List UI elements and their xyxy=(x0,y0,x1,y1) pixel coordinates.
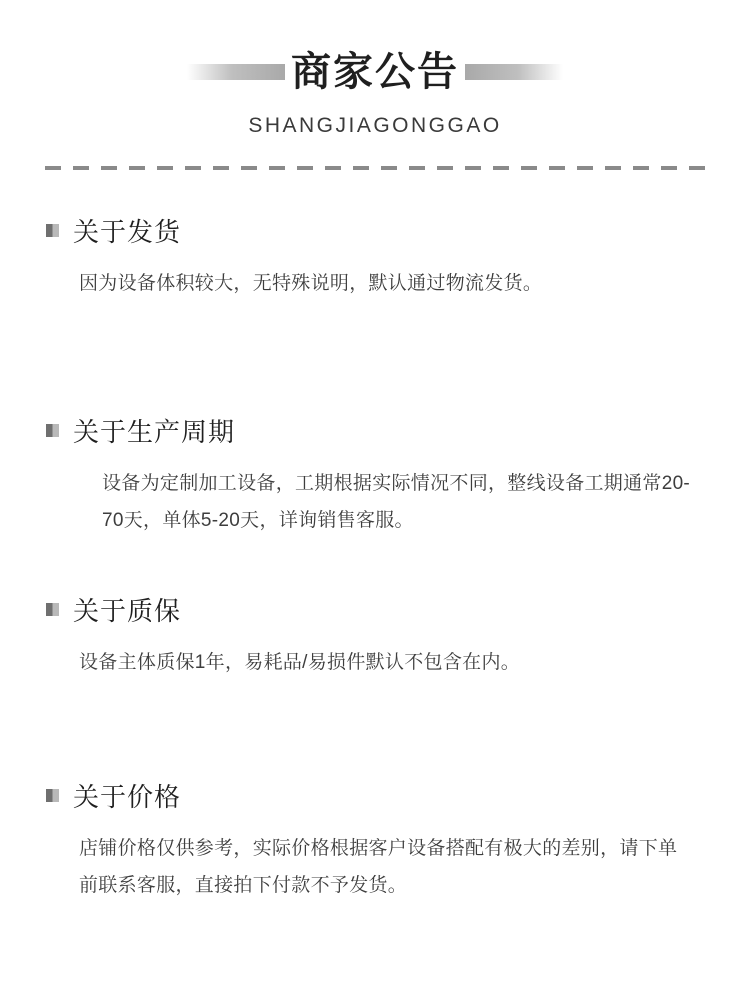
page-title: 商家公告 xyxy=(285,50,465,94)
section-heading xyxy=(46,777,704,814)
section-body: 店铺价格仅供参考，实际价格根据客户设备搭配有极大的差别，请下单前联系客服，直接拍下付款不予发货。 xyxy=(79,838,678,897)
section-title: 关于价格 xyxy=(73,782,182,813)
section-heading xyxy=(46,212,704,249)
section-warranty xyxy=(46,591,704,681)
section-pricing xyxy=(46,777,704,904)
square-bullet-icon xyxy=(46,424,59,437)
page-header xyxy=(0,0,750,138)
section-production-cycle xyxy=(46,412,704,539)
section-heading xyxy=(46,412,704,449)
title-right-bar-decoration xyxy=(463,64,563,80)
section-body: 设备为定制加工设备，工期根据实际情况不同，整线设备工期通常20-70天，单体5-20天，详询销售客服。 xyxy=(102,473,691,532)
square-bullet-icon xyxy=(46,224,59,237)
section-title: 关于生产周期 xyxy=(73,417,236,448)
announcement-sections xyxy=(0,212,750,904)
square-bullet-icon xyxy=(46,603,59,616)
section-body: 因为设备体积较大，无特殊说明，默认通过物流发货。 xyxy=(79,273,543,294)
section-body: 设备主体质保1年，易耗品/易损件默认不包含在内。 xyxy=(79,652,521,674)
title-left-bar-decoration xyxy=(187,64,287,80)
dashed-divider xyxy=(45,166,705,170)
square-bullet-icon xyxy=(46,789,59,802)
page-subtitle: SHANGJIAGONGGAO xyxy=(248,114,502,137)
section-shipping xyxy=(46,212,704,302)
title-row xyxy=(285,52,465,92)
section-heading xyxy=(46,591,704,628)
section-title: 关于质保 xyxy=(73,596,182,627)
section-title: 关于发货 xyxy=(73,217,182,247)
